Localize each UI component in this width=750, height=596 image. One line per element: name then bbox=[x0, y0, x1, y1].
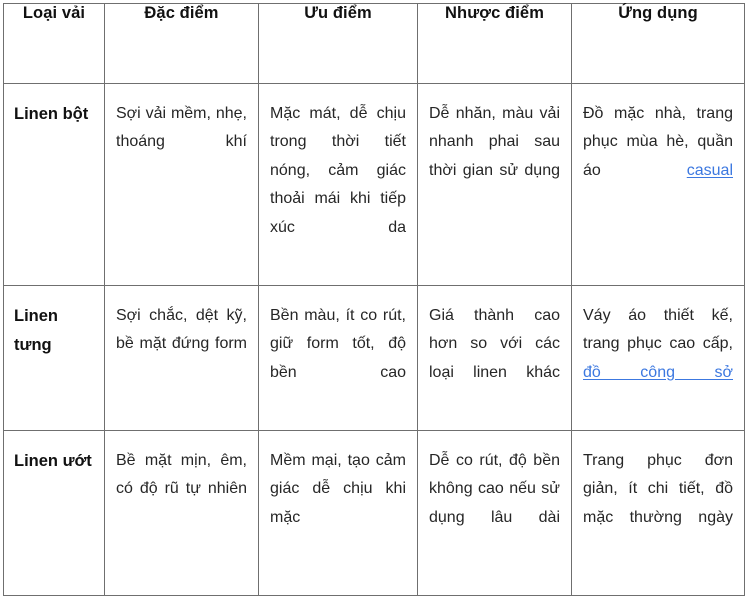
table-row bbox=[4, 285, 745, 430]
header-row bbox=[4, 4, 745, 84]
cell-uu-diem bbox=[259, 430, 418, 595]
cell-text-prefix: Đồ mặc nhà, trang phục mùa hè, quần áo bbox=[583, 105, 733, 179]
column-header-loai-vai: Loại vải bbox=[4, 4, 105, 84]
table-row bbox=[4, 430, 745, 595]
cell-text: Sợi chắc, dệt kỹ, bề mặt đứng form bbox=[116, 306, 247, 353]
cell-text: Mặc mát, dễ chịu trong thời tiết nóng, cảm giác thoải mái khi tiếp xúc da bbox=[270, 105, 406, 236]
row-label-linen-bot: Linen bột bbox=[4, 84, 105, 286]
cell-text: Dễ nhăn, màu vải nhanh phai sau thời gian sử dụng bbox=[429, 105, 560, 179]
cell-dac-diem bbox=[105, 430, 259, 595]
cell-ung-dung bbox=[572, 430, 745, 595]
cell-uu-diem bbox=[259, 285, 418, 430]
cell-nhuoc-diem bbox=[418, 285, 572, 430]
cell-text bbox=[583, 302, 733, 416]
cell-text: Sợi vải mềm, nhẹ, thoáng khí bbox=[116, 105, 247, 151]
cell-nhuoc-diem bbox=[418, 84, 572, 286]
cell-text: Bề mặt mịn, êm, có độ rũ tự nhiên bbox=[116, 451, 247, 498]
cell-text: Dễ co rút, độ bền không cao nếu sử dụng lâu dài bbox=[429, 451, 560, 526]
table-header bbox=[4, 4, 745, 84]
table-body bbox=[4, 84, 745, 596]
cell-dac-diem bbox=[105, 285, 259, 430]
column-header-ung-dung: Ứng dụng bbox=[572, 4, 745, 84]
column-header-uu-diem: Ưu điểm bbox=[259, 4, 418, 84]
cell-text: Giá thành cao hơn so với các loại linen khác bbox=[429, 306, 560, 381]
cell-nhuoc-diem bbox=[418, 430, 572, 595]
row-label-linen-tung: Linen tưng bbox=[4, 285, 105, 430]
cell-text bbox=[583, 100, 733, 214]
table-row bbox=[4, 84, 745, 286]
column-header-nhuoc-diem: Nhược điểm bbox=[418, 4, 572, 84]
cell-text: Bền màu, ít co rút, giữ form tốt, độ bền cao bbox=[270, 306, 406, 381]
cell-uu-diem bbox=[259, 84, 418, 286]
cell-text bbox=[583, 447, 733, 561]
cell-text-prefix: Váy áo thiết kế, trang phục cao cấp, bbox=[583, 306, 733, 353]
row-label-linen-uot: Linen ướt bbox=[4, 430, 105, 595]
comparison-table-wrapper bbox=[3, 3, 744, 587]
link-do-cong-so[interactable]: đồ công sở bbox=[583, 363, 733, 381]
cell-ung-dung bbox=[572, 84, 745, 286]
linen-comparison-table bbox=[3, 3, 745, 596]
cell-dac-diem bbox=[105, 84, 259, 286]
cell-ung-dung bbox=[572, 285, 745, 430]
cell-text-prefix: Trang phục đơn giản, ít chi tiết, đồ mặc thường ngày bbox=[583, 451, 733, 526]
column-header-dac-diem: Đặc điểm bbox=[105, 4, 259, 84]
cell-text: Mềm mại, tạo cảm giác dễ chịu khi mặc bbox=[270, 451, 406, 526]
link-casual[interactable]: casual bbox=[686, 161, 733, 179]
